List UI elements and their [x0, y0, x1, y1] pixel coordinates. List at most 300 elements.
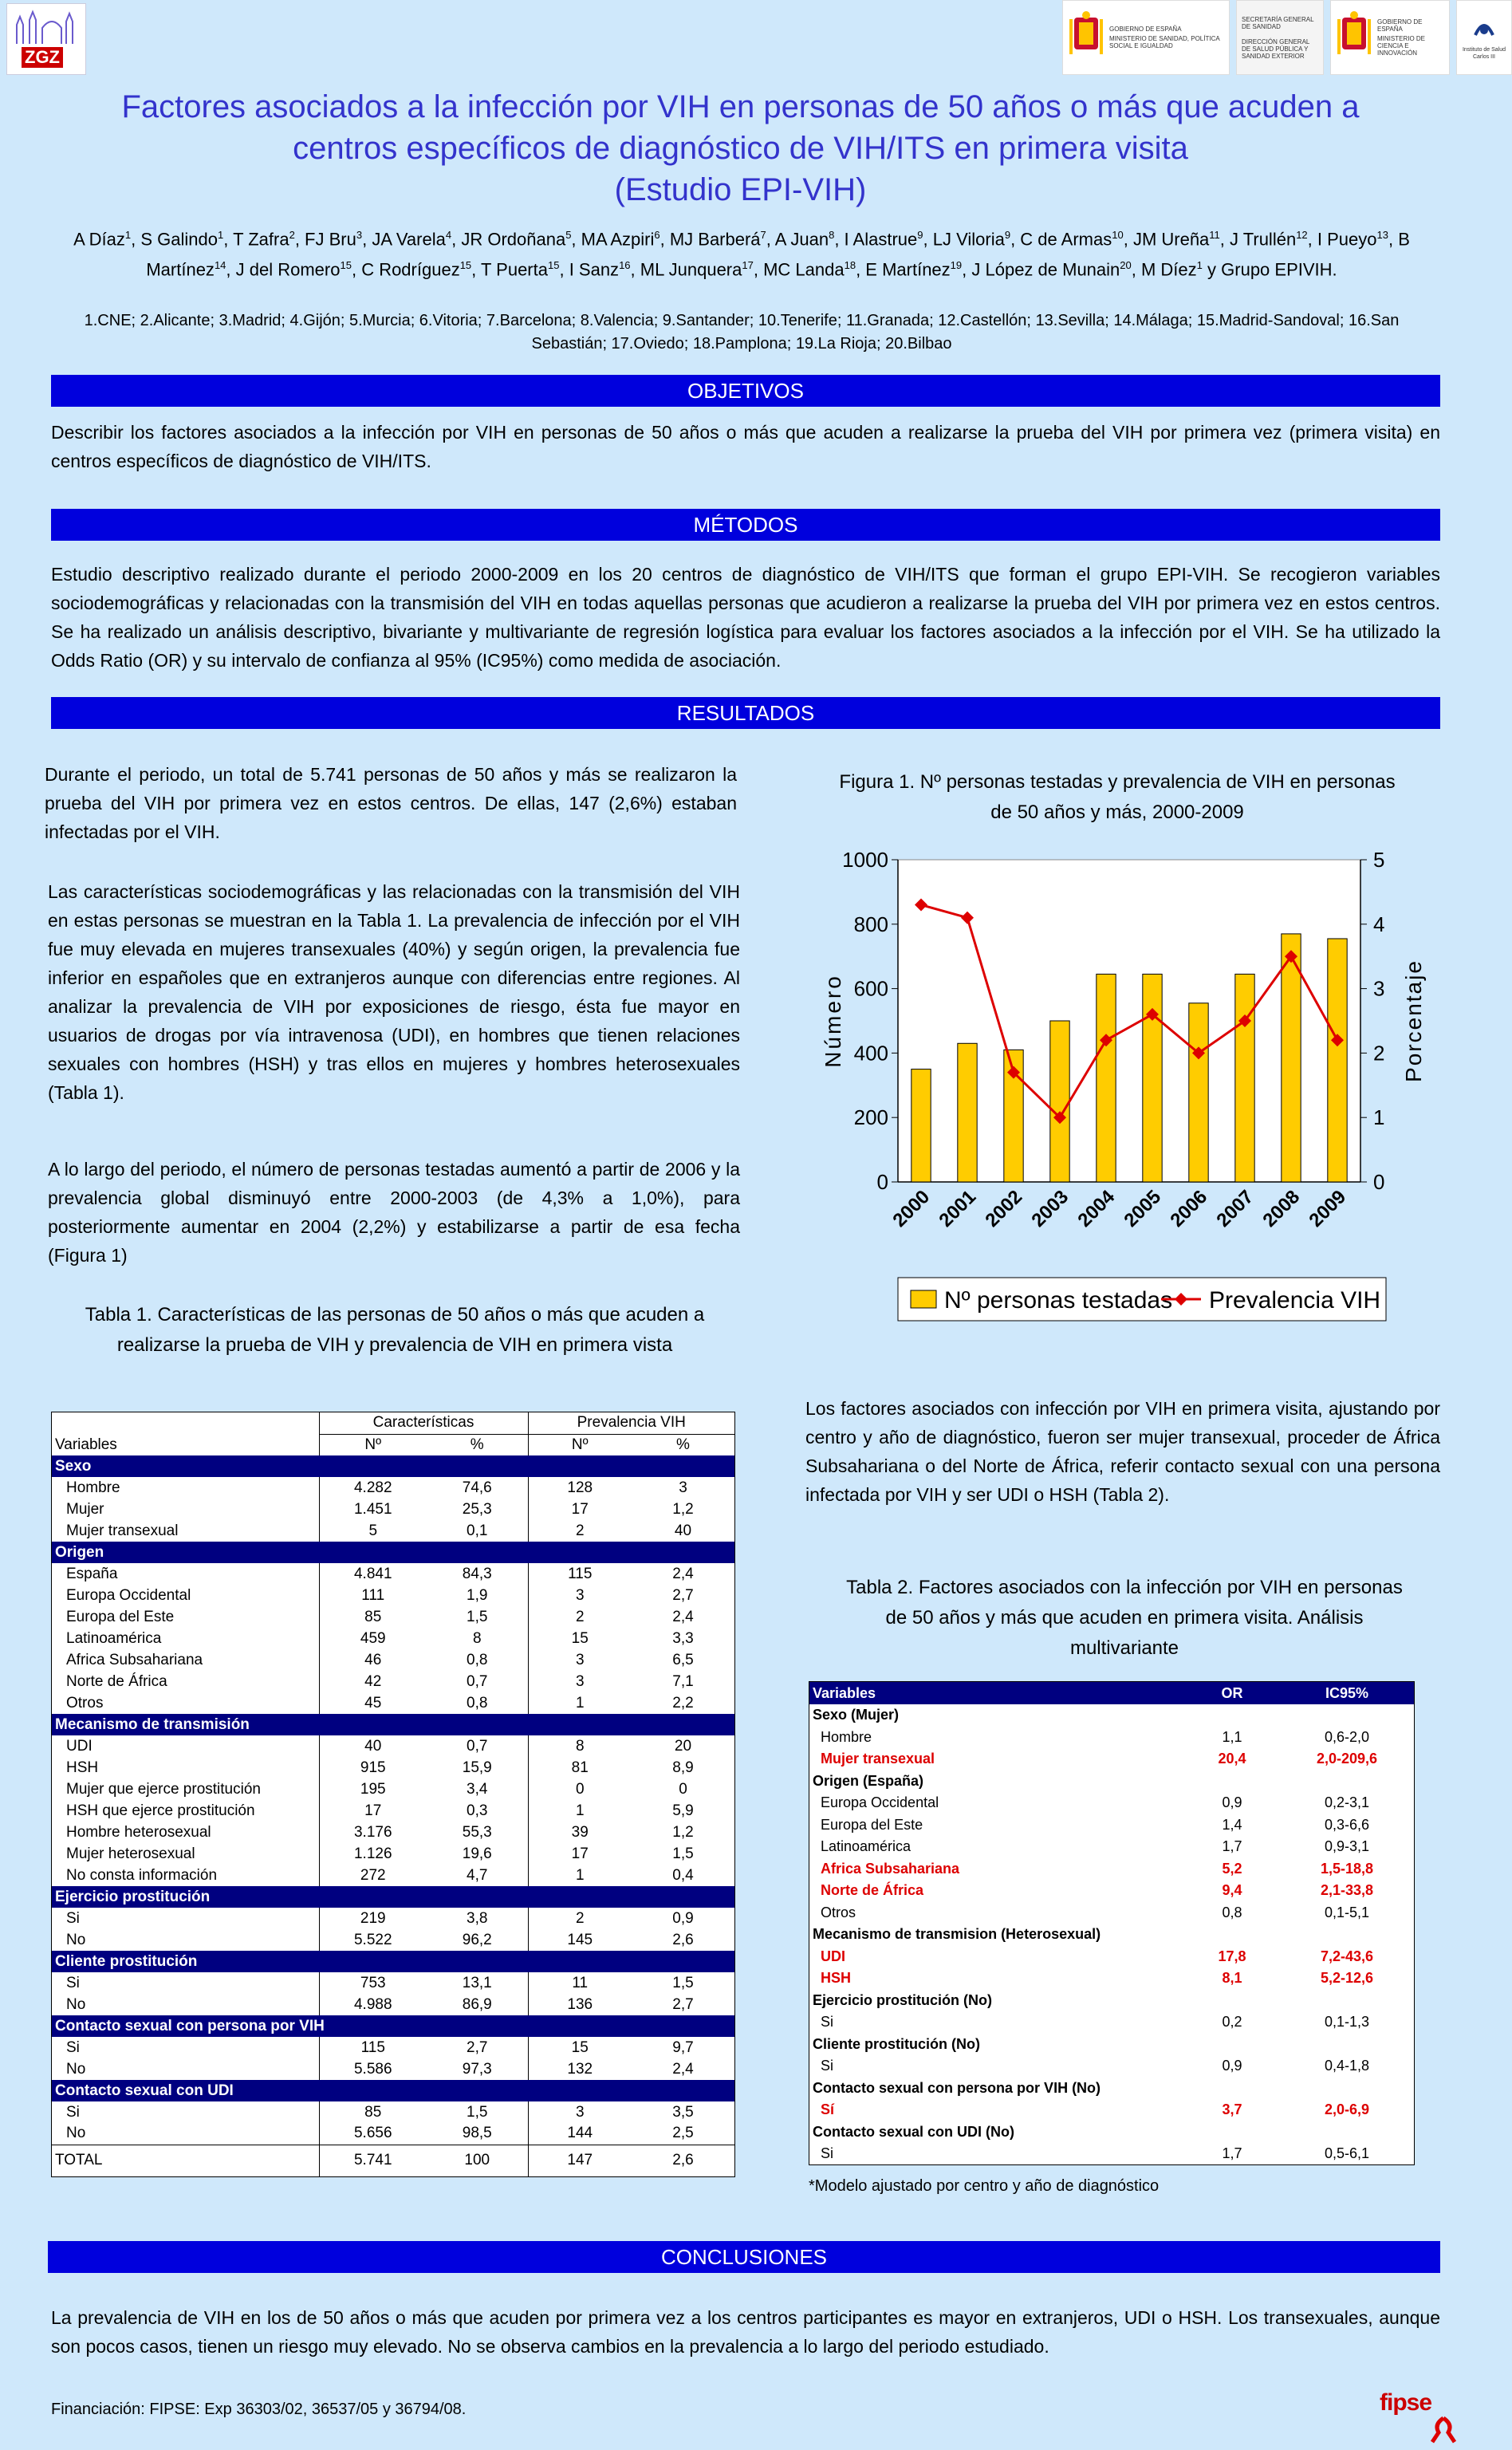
t2-cell-or: 0,2 [1222, 2014, 1242, 2031]
logo2-line2: MINISTERIO DE CIENCIA E INNOVACIÓN [1377, 35, 1426, 57]
author-name: J del Romero [235, 259, 341, 280]
t1-row-label: Mujer que ejerce prostitución [66, 1780, 261, 1798]
t2-cell-ic: 0,3-6,6 [1324, 1816, 1370, 1833]
t1-cell: 115 [319, 2037, 427, 2058]
t1-section-row [52, 2015, 734, 2037]
t1-cell: 13,1 [462, 1974, 492, 1991]
author-name: MA Azpiri [581, 229, 655, 250]
t2-cell-or: 1,7 [1222, 2145, 1242, 2162]
author-affil-number: 13 [1376, 229, 1388, 241]
x-tick-label: 2002 [981, 1186, 1027, 1231]
t1-row [52, 1972, 734, 1994]
resultados-p2: Las características sociodemográficas y las relacionadas con la transmisión del VIH en estas personas se muestran en la Tabla 1. La prevalencia de infección por el VIH fue muy elevada en mujeres transexuales (40%) y según origen, la prevalencia fue inferior en españoles que en extranjeros aunque con diferencias entre regiones. Al analizar la prevalencia de VIH por exposiciones de riesgo, ésta fue mayor en usuarios de drogas por vía intravenosa (UDI), en hombres que tienen relaciones sexuales con hombres (HSH) y tras ellos en mujeres y hombres heterosexuales (Tabla 1). [48, 881, 740, 1103]
isciii-text: Instituto de Salud Carlos III [1462, 47, 1506, 60]
t2-cell-ic: 0,5-6,1 [1324, 2145, 1370, 2162]
t1-cell: 3,3 [672, 1629, 694, 1647]
t1-row [52, 1520, 734, 1542]
x-tick-label: 2004 [1073, 1186, 1120, 1231]
t1-section-label: Cliente prostitución [52, 1951, 734, 1972]
t1-cell: 2,6 [672, 1931, 694, 1948]
t1-group-caracteristicas: Características [319, 1412, 528, 1434]
logo1-line3: SECRETARÍA GENERAL DE SANIDAD [1242, 15, 1314, 30]
t1-row [52, 1692, 734, 1714]
t1-cell: 15 [528, 2037, 632, 2058]
t1-cell: 0,9 [672, 1909, 694, 1927]
t1-cell: 4.282 [319, 1477, 427, 1499]
x-tick-label: 2001 [935, 1186, 981, 1231]
t1-cell: 2 [528, 1606, 632, 1628]
y2-tick-label: 3 [1373, 976, 1385, 1001]
t1-row [52, 1499, 734, 1520]
t1-cell: 84,3 [462, 1565, 492, 1582]
t1-cell: 8,9 [672, 1759, 694, 1776]
x-tick-label: 2000 [888, 1186, 935, 1231]
t1-row [52, 1822, 734, 1843]
t1-cell: 17 [528, 1843, 632, 1865]
ministerio-ciencia-logo [1330, 0, 1450, 75]
tabla2 [809, 1681, 1415, 2165]
t1-cell: 3 [679, 1479, 687, 1496]
t2-cell-or: 20,4 [1218, 1751, 1246, 1767]
t1-section-label: Mecanismo de transmisión [52, 1714, 734, 1735]
t1-row [52, 2123, 734, 2145]
author-name: MJ Barberá [669, 229, 761, 250]
t1-row [52, 1671, 734, 1692]
t2-group-label: Contacto sexual con UDI (No) [813, 2123, 1015, 2140]
bar [1235, 974, 1254, 1182]
t1-cell: 5.522 [319, 1929, 427, 1951]
t1-row [52, 2058, 734, 2080]
t2-cell-or: 5,2 [1222, 1860, 1242, 1877]
t2-cell-ic: 0,9-3,1 [1324, 1838, 1370, 1855]
t1-col-pct1: % [470, 1436, 484, 1453]
t1-row-label: UDI [66, 1737, 93, 1755]
author-affil-number: 20 [1120, 259, 1132, 272]
logo-zgz-text: ZGZ [22, 47, 63, 68]
t1-cell: 195 [319, 1778, 427, 1800]
t2-group-label: Origen (España) [813, 1772, 924, 1789]
t1-section-label: Sexo [52, 1455, 734, 1477]
t2-cell-ic: 2,0-209,6 [1316, 1751, 1378, 1767]
t1-cell: 96,2 [462, 1931, 492, 1948]
t1-row [52, 2101, 734, 2123]
t1-cell: 42 [319, 1671, 427, 1692]
t1-cell: 272 [319, 1865, 427, 1886]
t1-cell: 2 [528, 1520, 632, 1542]
author-affil-number: 15 [547, 259, 560, 272]
authors-suffix: y Grupo EPIVIH. [1207, 259, 1337, 280]
t1-cell: 136 [528, 1994, 632, 2015]
t1-cell: 2,2 [672, 1694, 694, 1711]
t2-row [809, 2011, 1414, 2034]
author-affil-number: 10 [1112, 229, 1124, 241]
t2-group-label: Contacto sexual con persona por VIH (No) [813, 2079, 1101, 2096]
t1-row [52, 1628, 734, 1649]
t1-cell: 1 [528, 1865, 632, 1886]
t1-section-label: Ejercicio prostitución [52, 1886, 734, 1908]
legend-bar-swatch [911, 1290, 936, 1308]
t2-row [809, 1726, 1414, 1748]
t1-cell: 1,2 [672, 1823, 694, 1841]
t1-cell: 0 [679, 1780, 687, 1798]
t1-cell: 3,8 [467, 1909, 488, 1927]
section-metodos: MÉTODOS [51, 509, 1440, 541]
financiacion: Financiación: FIPSE: Exp 36303/02, 36537/05 y 36794/08. [51, 2401, 467, 2418]
author-affil-number: 16 [619, 259, 631, 272]
author-affil-number: 18 [844, 259, 856, 272]
t1-row-label: Mujer transexual [66, 1522, 179, 1539]
t1-cell: 0 [528, 1778, 632, 1800]
t2-cell-label: Si [821, 2145, 834, 2162]
t1-row [52, 1649, 734, 1671]
author-affil-number: 1 [124, 229, 132, 241]
title-line2: centros específicos de diagnóstico de VIH/ITS en primera visita [293, 131, 1188, 166]
t1-cell: 2,7 [467, 2038, 488, 2056]
y2-tick-label: 4 [1373, 912, 1385, 936]
x-tick-label: 2003 [1027, 1186, 1073, 1231]
t2-cell-or: 0,9 [1222, 1794, 1242, 1811]
t2-row [809, 2099, 1414, 2121]
t2-cell-label: Latinoamérica [821, 1838, 912, 1855]
t1-section-label: Origen [52, 1542, 734, 1563]
author-affil-number: 4 [445, 229, 452, 241]
t1-row-label: Latinoamérica [66, 1629, 162, 1647]
t1-row [52, 1843, 734, 1865]
spain-coat-of-arms-icon [1336, 10, 1372, 65]
t2-cell-ic: 0,2-3,1 [1324, 1794, 1370, 1811]
t1-cell: 219 [319, 1908, 427, 1929]
y2-tick-label: 0 [1373, 1170, 1385, 1194]
t1-row-label: Si [66, 2103, 80, 2121]
t1-cell: 5.656 [319, 2123, 427, 2145]
t1-cell: 86,9 [462, 1995, 492, 2013]
t1-cell: 3 [528, 1671, 632, 1692]
t1-cell: 19,6 [462, 1845, 492, 1862]
t2-row [809, 2143, 1414, 2165]
t2-group-row [809, 1770, 1414, 1792]
t1-section-label: Contacto sexual con UDI [52, 2080, 734, 2101]
institution-logos [1062, 0, 1506, 75]
author-affil-number: 8 [829, 229, 835, 241]
t1-cell: 85 [319, 1606, 427, 1628]
author-name: FJ Bru [305, 229, 356, 250]
t1-row [52, 1865, 734, 1886]
author-name: I Alastrue [844, 229, 918, 250]
t2-cell-label: HSH [821, 1970, 852, 1987]
author-affil-number: 9 [917, 229, 923, 241]
isciii-emblem-icon [1471, 14, 1498, 41]
bar [1328, 939, 1347, 1182]
t1-cell: 100 [427, 2145, 528, 2176]
t1-cell: 3,4 [467, 1780, 488, 1798]
t1-row-label: No [66, 1995, 86, 2013]
isciii-logo [1456, 0, 1512, 75]
t1-cell: 3,5 [672, 2103, 694, 2121]
t1-cell: 3.176 [319, 1822, 427, 1843]
author-affil-number: 12 [1296, 229, 1308, 241]
t1-cell: 115 [528, 1563, 632, 1585]
t1-cell: 1,5 [467, 1608, 488, 1625]
figura1-title: Figura 1. Nº personas testadas y prevalencia de VIH en personas de 50 años y más, 2000-2009 [839, 771, 1396, 823]
author-name: T Zafra [233, 229, 289, 250]
author-affil-number: 15 [459, 259, 472, 272]
figura1-chart [810, 839, 1424, 1341]
t2-group-label: Mecanismo de transmision (Heterosexual) [813, 1926, 1101, 1943]
t1-row [52, 1757, 734, 1778]
author-name: JM Ureña [1132, 229, 1210, 250]
conclusiones-text: La prevalencia de VIH en los de 50 años o más que acuden por primera vez a los centros participantes es mayor en extranjeros, UDI o HSH. Los transexuales, aunque son pocos casos, tienen un riesgo muy elevado. No se observa cambios en la prevalencia a lo largo del periodo estudiado. [51, 2307, 1440, 2357]
t2-col-or: OR [1184, 1682, 1280, 1704]
t2-group-label: Sexo (Mujer) [813, 1707, 900, 1723]
tabla2-caption: Tabla 2. Factores asociados con la infección por VIH en personas de 50 años y más que acuden en primera visita. Análisis multivariante [846, 1577, 1403, 1659]
t2-cell-or: 9,4 [1222, 1882, 1242, 1899]
y2-tick-label: 5 [1373, 848, 1385, 872]
author-affil-number: 7 [760, 229, 766, 241]
bar [912, 1069, 931, 1182]
zaragoza-logo [6, 3, 86, 75]
y-tick-label: 1000 [842, 848, 888, 872]
t1-cell: 459 [319, 1628, 427, 1649]
fipse-logo [1380, 2389, 1469, 2445]
objetivos-text: Describir los factores asociados a la infección por VIH en personas de 50 años o más que acuden a realizarse la prueba del VIH por primera vez (primera visita) en centros específicos de diagnóstico de VIH/ITS. [51, 422, 1440, 471]
t1-section-row [52, 1951, 734, 1972]
t2-row [809, 1945, 1414, 1967]
t2-cell-ic: 7,2-43,6 [1320, 1948, 1374, 1964]
author-name: JA Varela [372, 229, 446, 250]
t2-row [809, 1748, 1414, 1771]
bar [1097, 974, 1116, 1182]
t2-cell-label: Norte de África [821, 1882, 924, 1899]
author-affil-number: 9 [1004, 229, 1011, 241]
author-name: I Sanz [569, 259, 620, 280]
y-tick-label: 400 [853, 1041, 888, 1065]
t2-row [809, 1792, 1414, 1814]
chart-svg [810, 839, 1424, 1341]
t1-col-n1: Nº [319, 1434, 427, 1455]
t1-cell: 0,7 [467, 1737, 488, 1755]
t1-cell: 8 [472, 1629, 482, 1647]
t1-cell: 7,1 [672, 1672, 694, 1690]
t1-cell: 55,3 [462, 1823, 492, 1841]
t1-cell: 753 [319, 1972, 427, 1994]
t1-cell: 2,7 [672, 1586, 694, 1604]
author-name: MC Landa [763, 259, 845, 280]
t1-cell: 45 [319, 1692, 427, 1714]
t1-cell: 9,7 [672, 2038, 694, 2056]
t2-cell-ic: 0,6-2,0 [1324, 1728, 1370, 1745]
t2-cell-label: UDI [821, 1948, 845, 1964]
t1-cell: 111 [319, 1585, 427, 1606]
t1-cell: 145 [528, 1929, 632, 1951]
t1-row [52, 2145, 734, 2176]
t2-cell-or: 8,1 [1222, 1970, 1242, 1987]
ministerio-sanidad-logo [1062, 0, 1230, 75]
t1-row [52, 1606, 734, 1628]
red-ribbon-icon [1427, 2417, 1459, 2444]
t2-cell-label: Mujer transexual [821, 1751, 935, 1767]
t2-cell-label: Sí [821, 2101, 835, 2118]
t2-cell-label: Otros [821, 1904, 856, 1920]
author-name: ML Junquera [640, 259, 742, 280]
t1-row-label: Si [66, 2038, 80, 2056]
t1-row-label: Otros [66, 1694, 104, 1711]
t2-cell-or: 1,7 [1222, 1838, 1242, 1855]
author-name: C Rodríguez [361, 259, 460, 280]
t1-row-label: Si [66, 1974, 80, 1991]
t2-row [809, 1901, 1414, 1924]
x-tick-label: 2007 [1212, 1186, 1258, 1231]
t1-cell: 144 [528, 2123, 632, 2145]
t1-blank-header [52, 1412, 319, 1434]
author-name: J López de Munain [971, 259, 1120, 280]
t1-row [52, 1563, 734, 1585]
t1-cell: 46 [319, 1649, 427, 1671]
t1-cell: 147 [528, 2145, 632, 2176]
poster-title [32, 86, 1449, 211]
t1-row [52, 1778, 734, 1800]
t1-row [52, 1735, 734, 1757]
t1-row-label: TOTAL [52, 2145, 319, 2176]
t1-row [52, 1585, 734, 1606]
y2-tick-label: 2 [1373, 1041, 1385, 1065]
t2-group-label: Ejercicio prostitución (No) [813, 1991, 993, 2008]
t2-row [809, 1857, 1414, 1880]
section-objetivos: OBJETIVOS [51, 375, 1440, 407]
t1-cell: 2,5 [672, 2125, 694, 2142]
t2-cell-or: 17,8 [1218, 1948, 1246, 1964]
t2-row [809, 1967, 1414, 1990]
logo2-line1: GOBIERNO DE ESPAÑA [1377, 18, 1423, 33]
t2-group-row [809, 2033, 1414, 2055]
t1-row-label: Europa Occidental [66, 1586, 191, 1604]
t1-cell: 132 [528, 2058, 632, 2080]
y-tick-label: 600 [853, 976, 888, 1001]
t1-row-label: Hombre [66, 1479, 120, 1496]
legend-line-label: Prevalencia VIH [1209, 1287, 1381, 1314]
towers-icon [14, 9, 81, 44]
t1-row [52, 1994, 734, 2015]
t2-group-row [809, 1924, 1414, 1946]
author-name: C de Armas [1020, 229, 1112, 250]
t2-cell-or: 1,4 [1222, 1816, 1242, 1833]
t1-cell: 3 [528, 2101, 632, 2123]
t1-cell: 1 [528, 1692, 632, 1714]
t1-cell: 40 [319, 1735, 427, 1757]
t1-section-row [52, 1886, 734, 1908]
author-affil-number: 17 [742, 259, 754, 272]
section-conclusiones: CONCLUSIONES [48, 2241, 1440, 2273]
t2-group-row [809, 2077, 1414, 2099]
author-affil-number: 1 [1196, 259, 1203, 272]
t2-cell-label: Africa Subsahariana [821, 1860, 960, 1877]
t1-cell: 2,4 [672, 2060, 694, 2078]
t1-cell: 15,9 [462, 1759, 492, 1776]
x-tick-label: 2009 [1305, 1186, 1351, 1231]
t1-row-label: Africa Subsahariana [66, 1651, 203, 1668]
t1-cell: 4,7 [467, 1866, 488, 1884]
y-axis-label: Número [821, 974, 845, 1068]
logo1-line1: GOBIERNO DE ESPAÑA [1109, 26, 1182, 33]
t2-cell-ic: 0,4-1,8 [1324, 2058, 1370, 2074]
resultados-p4: Los factores asociados con infección por VIH en primera visita, ajustando por centro y año de diagnóstico, fueron ser mujer transexual, proceder de África Subsahariana o del Norte de África, referir contacto sexual con una persona infectada por VIH y ser UDI o HSH (Tabla 2). [805, 1398, 1440, 1505]
fipse-logo-text: fipse [1380, 2389, 1432, 2416]
t1-section-row [52, 1714, 734, 1735]
bar [958, 1043, 977, 1182]
t2-group-label: Cliente prostitución (No) [813, 2035, 980, 2052]
t1-section-label: Contacto sexual con persona por VIH [52, 2015, 734, 2037]
author-name: T Puerta [481, 259, 548, 280]
t1-cell: 1,9 [467, 1586, 488, 1604]
author-affil-number: 2 [289, 229, 295, 241]
t2-cell-or: 0,8 [1222, 1904, 1242, 1920]
logo1-line4: DIRECCIÓN GENERAL DE SALUD PÚBLICA Y SANIDAD EXTERIOR [1242, 37, 1310, 60]
t1-cell: 2,6 [632, 2145, 734, 2176]
t1-cell: 1,5 [672, 1974, 694, 1991]
t1-section-row [52, 1455, 734, 1477]
t1-cell: 1,2 [672, 1500, 694, 1518]
t1-cell: 1 [528, 1800, 632, 1822]
author-name: A Juan [774, 229, 829, 250]
t1-cell: 97,3 [462, 2060, 492, 2078]
t1-cell: 6,5 [672, 1651, 694, 1668]
secretaria-logo [1236, 0, 1324, 75]
t1-col-pct2: % [676, 1436, 690, 1453]
t1-section-row [52, 1542, 734, 1563]
t1-col-variables: Variables [55, 1436, 117, 1453]
t1-cell: 39 [528, 1822, 632, 1843]
t1-row [52, 1800, 734, 1822]
t1-row [52, 1908, 734, 1929]
tabla2-footnote: *Modelo ajustado por centro y año de diagnóstico [809, 2177, 1160, 2195]
author-name: I Pueyo [1317, 229, 1377, 250]
t1-col-n2: Nº [528, 1434, 632, 1455]
tabla1-caption: Tabla 1. Características de las personas de 50 años o más que acuden a realizarse la prueba de VIH y prevalencia de VIH en primera vista [85, 1304, 705, 1356]
t1-cell: 5,9 [672, 1802, 694, 1819]
author-name: A Díaz [73, 229, 125, 250]
author-name: JR Ordoñana [461, 229, 566, 250]
t1-row [52, 1929, 734, 1951]
t1-cell: 98,5 [462, 2125, 492, 2142]
author-affil-number: 1 [218, 229, 224, 241]
t2-cell-ic: 5,2-12,6 [1320, 1970, 1374, 1987]
t1-row-label: No consta información [66, 1866, 218, 1884]
t1-cell: 0,7 [467, 1672, 488, 1690]
t2-cell-label: Europa Occidental [821, 1794, 939, 1811]
y2-axis-label: Porcentaje [1401, 959, 1426, 1082]
bar [1050, 1021, 1069, 1182]
t2-group-row [809, 1704, 1414, 1727]
author-name: E Martínez [865, 259, 951, 280]
bar [1143, 974, 1162, 1182]
title-line1: Factores asociados a la infección por VIH en personas de 50 años o más que acuden a [121, 89, 1360, 124]
author-affil-number: 11 [1209, 229, 1220, 241]
t1-cell: 4.841 [319, 1563, 427, 1585]
section-resultados: RESULTADOS [51, 697, 1440, 729]
t1-cell: 1,5 [467, 2103, 488, 2121]
t1-row-label: Europa del Este [66, 1608, 175, 1625]
author-name: LJ Viloria [932, 229, 1005, 250]
t2-group-row [809, 1989, 1414, 2011]
t1-cell: 128 [528, 1477, 632, 1499]
t2-cell-label: Si [821, 2014, 834, 2031]
t2-cell-or: 0,9 [1222, 2058, 1242, 2074]
t1-cell: 85 [319, 2101, 427, 2123]
t1-row-label: No [66, 2060, 86, 2078]
t1-row-label: No [66, 1931, 86, 1948]
t1-group-prevalencia: Prevalencia VIH [528, 1412, 734, 1434]
author-affil-number: 15 [340, 259, 352, 272]
t1-cell: 17 [528, 1499, 632, 1520]
